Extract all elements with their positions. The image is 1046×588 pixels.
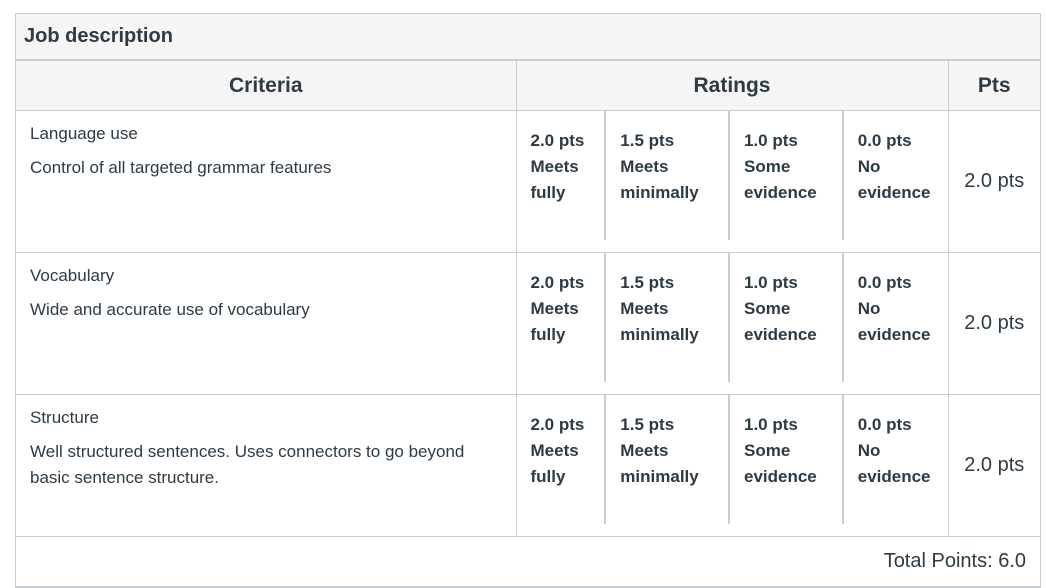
rating-points: 1.5 pts xyxy=(620,131,675,150)
rating-no-evidence xyxy=(844,253,948,382)
rating-points: 0.0 pts xyxy=(857,131,912,150)
rating-description: Meets minimally xyxy=(620,441,699,486)
rating-points: 1.0 pts xyxy=(744,273,798,292)
rating-points: 1.5 pts xyxy=(620,415,675,434)
rating-no-evidence xyxy=(844,111,948,240)
rating-points: 1.0 pts xyxy=(744,415,798,434)
rating-points: 0.0 pts xyxy=(857,273,912,292)
criterion-name: Structure xyxy=(30,408,99,427)
rating-meets-fully xyxy=(517,111,607,240)
rating-meets-fully xyxy=(517,395,607,524)
ratings-cell xyxy=(516,253,948,395)
criterion-points: 2.0 pts xyxy=(948,395,1040,537)
ratings-cell xyxy=(516,395,948,537)
rating-meets-fully xyxy=(517,253,607,382)
total-row xyxy=(16,537,1040,587)
rating-points: 1.0 pts xyxy=(744,131,798,150)
rating-meets-minimally xyxy=(606,253,730,382)
rating-description: Meets minimally xyxy=(620,157,699,202)
criterion-cell xyxy=(16,253,516,395)
criterion-name: Language use xyxy=(30,124,138,143)
ratings-header: Ratings xyxy=(516,61,948,111)
header-row xyxy=(16,61,1040,111)
criterion-row-vocabulary xyxy=(16,253,1040,395)
criterion-row-language-use xyxy=(16,111,1040,253)
rating-description: Some evidence xyxy=(744,157,817,202)
rating-points: 1.5 pts xyxy=(620,273,675,292)
rating-description: No evidence xyxy=(857,157,931,202)
rubric xyxy=(15,13,1041,588)
rating-description: Meets fully xyxy=(530,157,579,202)
pts-header: Pts xyxy=(948,61,1040,111)
rating-meets-minimally xyxy=(606,395,730,524)
rating-points: 2.0 pts xyxy=(530,415,585,434)
rating-description: Some evidence xyxy=(744,441,817,486)
rating-some-evidence xyxy=(730,253,844,382)
rating-description: Meets fully xyxy=(530,299,579,344)
criterion-row-structure xyxy=(16,395,1040,537)
criterion-cell xyxy=(16,111,516,253)
criterion-name: Vocabulary xyxy=(30,266,115,285)
criterion-description: Well structured sentences. Uses connectors to go beyond basic sentence structure. xyxy=(30,442,465,487)
rating-some-evidence xyxy=(730,111,844,240)
rating-description: Meets fully xyxy=(530,441,579,486)
criterion-points: 2.0 pts xyxy=(948,253,1040,395)
criterion-description: Control of all targeted grammar features xyxy=(30,158,332,177)
rating-points: 0.0 pts xyxy=(857,415,912,434)
ratings-cell xyxy=(516,111,948,253)
total-points: Total Points: 6.0 xyxy=(16,537,1040,587)
criteria-header: Criteria xyxy=(16,61,516,111)
rating-description: Some evidence xyxy=(744,299,817,344)
rating-meets-minimally xyxy=(606,111,730,240)
rating-description: No evidence xyxy=(857,299,931,344)
rating-no-evidence xyxy=(844,395,948,524)
rubric-table xyxy=(16,60,1040,587)
rubric-title: Job description xyxy=(16,14,1040,60)
rating-points: 2.0 pts xyxy=(530,131,585,150)
rating-points: 2.0 pts xyxy=(530,273,585,292)
rating-description: Meets minimally xyxy=(620,299,699,344)
criterion-description: Wide and accurate use of vocabulary xyxy=(30,300,310,319)
criterion-points: 2.0 pts xyxy=(948,111,1040,253)
rating-description: No evidence xyxy=(857,441,931,486)
criterion-cell xyxy=(16,395,516,537)
rating-some-evidence xyxy=(730,395,844,524)
